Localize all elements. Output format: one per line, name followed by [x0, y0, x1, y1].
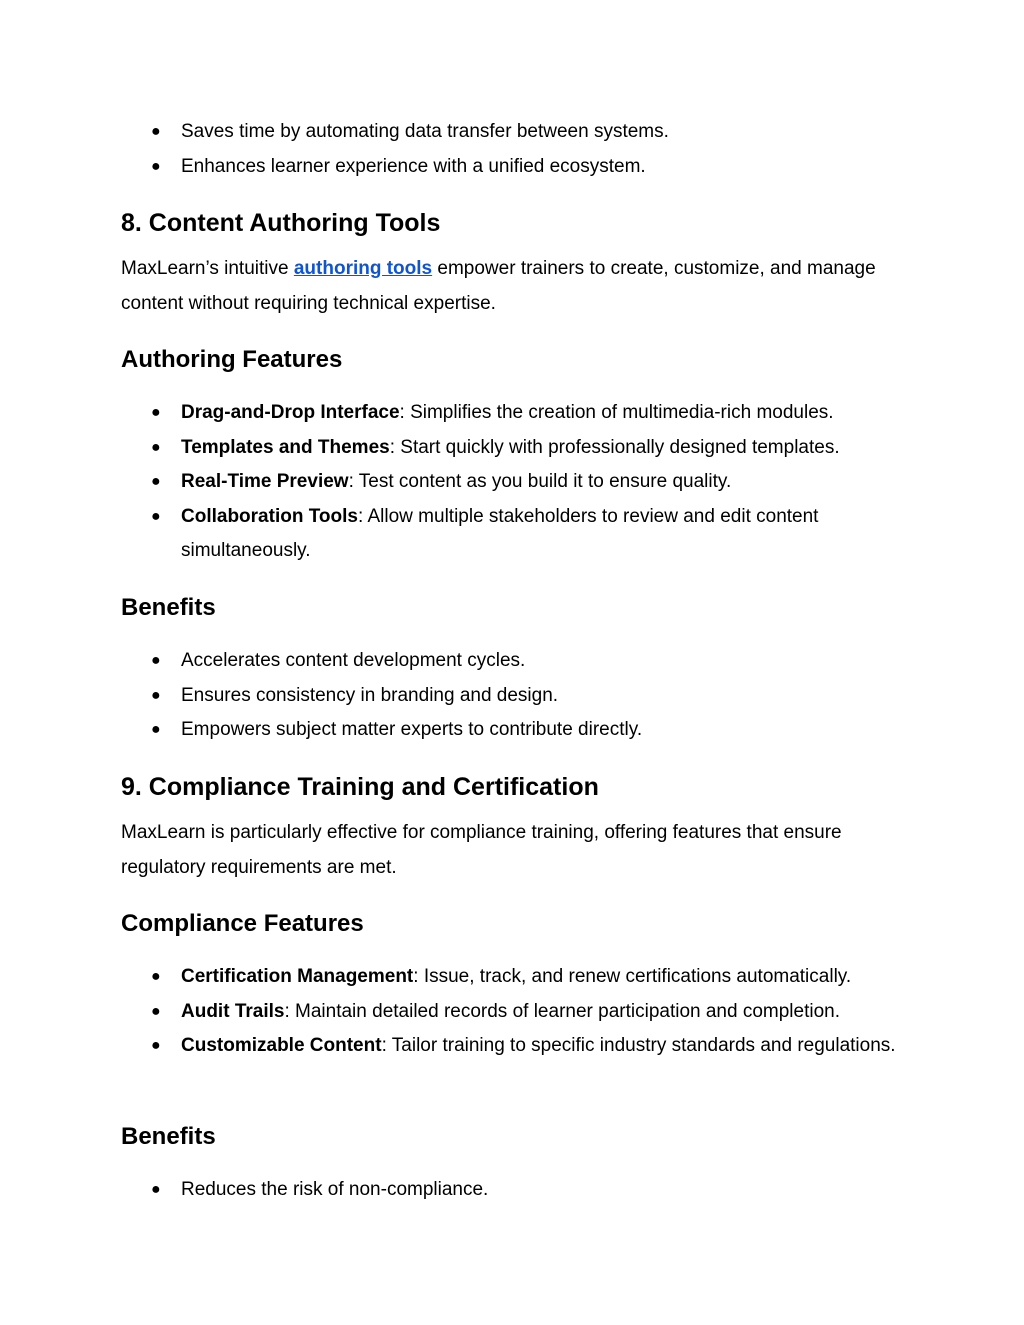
bullet-icon: ● — [151, 404, 161, 421]
compliance-features-heading: Compliance Features — [121, 910, 364, 937]
bullet-icon: ● — [151, 1181, 161, 1198]
benefits-heading: Benefits — [121, 1123, 216, 1150]
bullet-icon: ● — [151, 438, 161, 456]
benefits-list — [121, 644, 911, 748]
feature-term: Audit Trails — [181, 1000, 285, 1022]
feature-term: Customizable Content — [181, 1035, 382, 1057]
section-heading-9: 9. Compliance Training and Certification — [121, 773, 599, 801]
feature-term: Drag-and-Drop Interface — [181, 402, 400, 423]
feature-term: Real-Time Preview — [181, 471, 349, 493]
list-item: ● Empowers subject matter experts to contribute directly. — [121, 713, 911, 748]
list-item: ● Certification Management: Issue, track, and renew certifications automatically. — [121, 960, 911, 995]
bullet-icon: ● — [151, 1037, 161, 1055]
top-bullet-list — [121, 115, 911, 184]
list-item: ● Ensures consistency in branding and design. — [121, 679, 911, 714]
authoring-features-list — [121, 396, 911, 569]
bullet-icon: ● — [151, 157, 161, 175]
authoring-features-heading: Authoring Features — [121, 346, 343, 373]
section-8-intro: MaxLearn’s intuitive authoring tools empower trainers to create, customize, and manage content without requiring technical expertise. — [121, 258, 876, 314]
bullet-icon: ● — [151, 473, 161, 491]
feature-term: Collaboration Tools — [181, 505, 358, 527]
benefits-list — [121, 1173, 911, 1208]
bullet-icon: ● — [151, 686, 161, 704]
feature-term: Templates and Themes — [181, 436, 390, 458]
benefits-heading: Benefits — [121, 594, 216, 621]
section-9-intro: MaxLearn is particularly effective for compliance training, offering features that ensure regulatory requirements are met. — [121, 822, 842, 878]
feature-term: Certification Management — [181, 966, 414, 987]
list-item: ● Audit Trails: Maintain detailed records of learner participation and completion. — [121, 995, 911, 1030]
bullet-icon: ● — [151, 968, 161, 985]
list-item: ● Collaboration Tools: Allow multiple stakeholders to review and edit content simultaneously. — [121, 500, 911, 569]
section-heading-8: 8. Content Authoring Tools — [121, 209, 441, 237]
authoring-tools-link[interactable]: authoring tools — [293, 258, 433, 279]
bullet-icon: ● — [151, 652, 161, 669]
bullet-icon: ● — [151, 507, 161, 525]
bullet-icon: ● — [151, 721, 161, 739]
compliance-features-list — [121, 960, 911, 1064]
list-item: ● Templates and Themes: Start quickly with professionally designed templates. — [121, 431, 911, 466]
bullet-icon: ● — [151, 123, 161, 140]
list-item: ● Accelerates content development cycles. — [121, 644, 911, 679]
list-item: ● Enhances learner experience with a unified ecosystem. — [121, 150, 911, 185]
list-item: ● Reduces the risk of non-compliance. — [121, 1173, 911, 1208]
list-item: ● Drag-and-Drop Interface: Simplifies the creation of multimedia-rich modules. — [121, 396, 911, 431]
list-item: ● Saves time by automating data transfer between systems. — [121, 115, 911, 150]
bullet-icon: ● — [151, 1002, 161, 1020]
list-item: ● Customizable Content: Tailor training to specific industry standards and regulations. — [121, 1029, 911, 1064]
list-item: ● Real-Time Preview: Test content as you build it to ensure quality. — [121, 465, 911, 500]
